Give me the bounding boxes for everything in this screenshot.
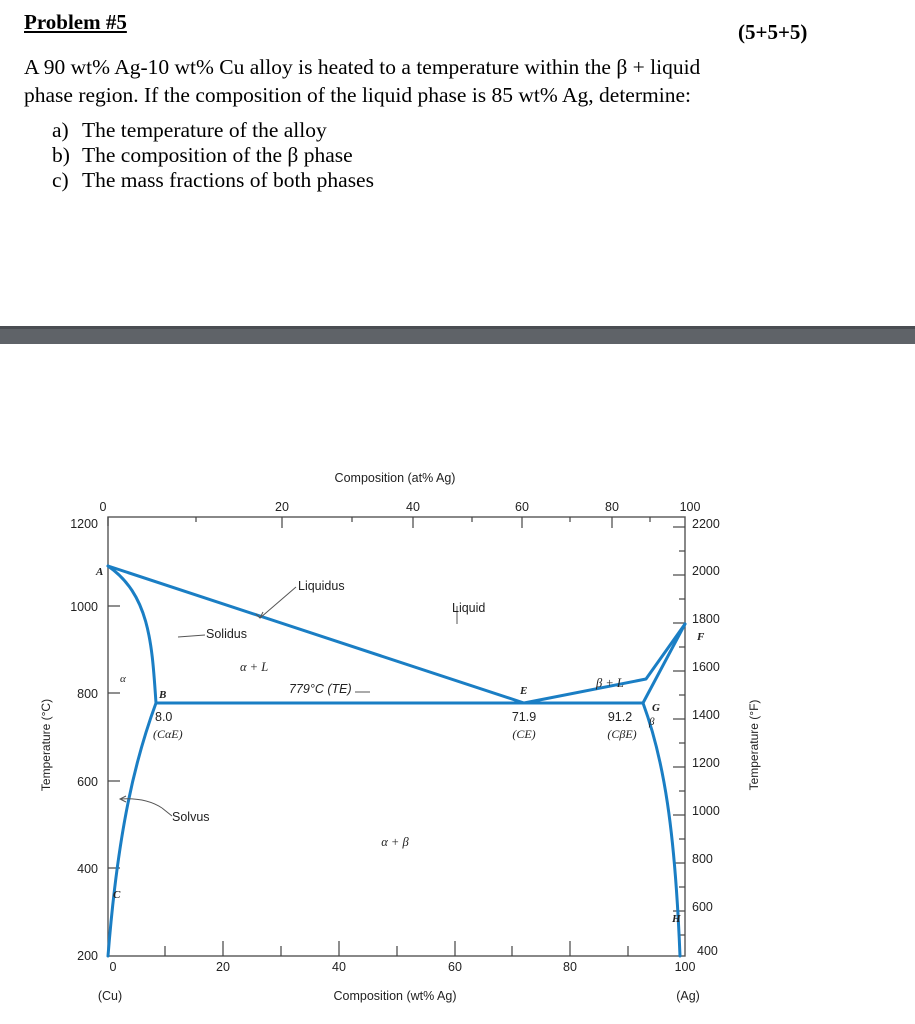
points-breakdown: (5+5+5) (738, 20, 808, 44)
right-tick-label: 1200 (692, 756, 720, 770)
top-tick-label: 100 (679, 500, 701, 514)
point-f-label: F (697, 631, 705, 643)
bottom-axis-title: Composition (wt% Ag) (333, 989, 457, 1003)
point-b-label: B (159, 689, 167, 701)
right-tick-label: 1400 (692, 708, 720, 722)
liquidus-line-ag-side (524, 624, 685, 703)
right-tick-label: 1000 (692, 804, 720, 818)
top-axis-title: Composition (at% Ag) (334, 471, 456, 485)
solidus-label: Solidus (206, 627, 247, 641)
question-text: The temperature of the alloy (82, 118, 327, 142)
point-g-label: G (652, 702, 660, 714)
point-h-label: H (672, 913, 681, 925)
statement-line-1: A 90 wt% Ag-10 wt% Cu alloy is heated to a temperature within the β + liquid (24, 55, 701, 79)
beta-plus-liquid-label: β + L (596, 676, 624, 690)
point-a-label: A (96, 566, 104, 578)
plot-frame (108, 517, 685, 956)
point-b-composition-symbol: (CαE) (153, 727, 183, 741)
point-e-composition-symbol: (CE) (512, 727, 536, 741)
top-tick-marks (108, 517, 650, 528)
question-letter: c) (52, 168, 69, 192)
left-axis-title: Temperature (°C) (39, 698, 53, 792)
left-tick-label: 200 (77, 949, 98, 963)
beta-region-label: β (649, 716, 655, 728)
bottom-tick-label: 0 (109, 960, 117, 974)
point-b-composition: 8.0 (155, 710, 173, 724)
solidus-line-beta (643, 624, 685, 703)
right-tick-label: 800 (692, 852, 713, 866)
top-tick-label: 40 (406, 500, 420, 514)
point-e-label: E (520, 685, 528, 697)
eutectic-temperature-label: 779°C (TE) (289, 682, 352, 696)
alpha-plus-beta-label: α + β (381, 835, 409, 849)
copper-end-label: (Cu) (97, 989, 123, 1003)
right-tick-label: 1800 (692, 612, 720, 626)
bottom-tick-label: 60 (448, 960, 462, 974)
right-tick-label: 400 (697, 944, 718, 958)
left-tick-label: 1200 (70, 517, 98, 531)
silver-end-label: (Ag) (676, 989, 700, 1003)
liquidus-label: Liquidus (298, 579, 345, 593)
point-g-composition: 91.2 (607, 710, 633, 724)
liquid-region-label: Liquid (452, 601, 486, 615)
bottom-tick-label: 40 (332, 960, 346, 974)
question-letter: b) (52, 143, 70, 167)
top-tick-label: 0 (99, 500, 107, 514)
question-text: The composition of the β phase (82, 143, 353, 167)
alpha-plus-liquid-label: α + L (240, 660, 269, 674)
left-tick-label: 800 (77, 687, 98, 701)
bottom-tick-label: 20 (216, 960, 230, 974)
point-c-label: C (113, 889, 121, 901)
right-tick-label: 1600 (692, 660, 720, 674)
question-text: The mass fractions of both phases (82, 168, 374, 192)
top-tick-label: 60 (515, 500, 529, 514)
top-tick-label: 20 (275, 500, 289, 514)
right-axis-title: Temperature (°F) (747, 699, 761, 791)
solvus-line-alpha (108, 703, 156, 956)
phase-boundaries (108, 566, 685, 956)
solidus-line-alpha (108, 566, 156, 703)
left-tick-label: 400 (77, 862, 98, 876)
problem-title: Problem #5 (24, 10, 127, 34)
alpha-region-label: α (120, 673, 126, 685)
statement-line-2: phase region. If the composition of the liquid phase is 85 wt% Ag, determine: (24, 83, 691, 107)
left-tick-label: 1000 (70, 600, 98, 614)
left-tick-label: 600 (77, 775, 98, 789)
left-tick-marks (108, 606, 120, 868)
right-tick-label: 600 (692, 900, 713, 914)
bottom-tick-label: 100 (674, 960, 696, 974)
right-tick-label: 2000 (692, 564, 720, 578)
top-tick-label: 80 (605, 500, 619, 514)
bottom-tick-label: 80 (563, 960, 577, 974)
solvus-label: Solvus (172, 810, 210, 824)
point-g-composition-symbol: (CβE) (607, 727, 637, 741)
bottom-tick-marks (165, 941, 628, 956)
point-e-composition: 71.9 (511, 710, 537, 724)
question-letter: a) (52, 118, 69, 142)
right-tick-label: 2200 (692, 517, 720, 531)
